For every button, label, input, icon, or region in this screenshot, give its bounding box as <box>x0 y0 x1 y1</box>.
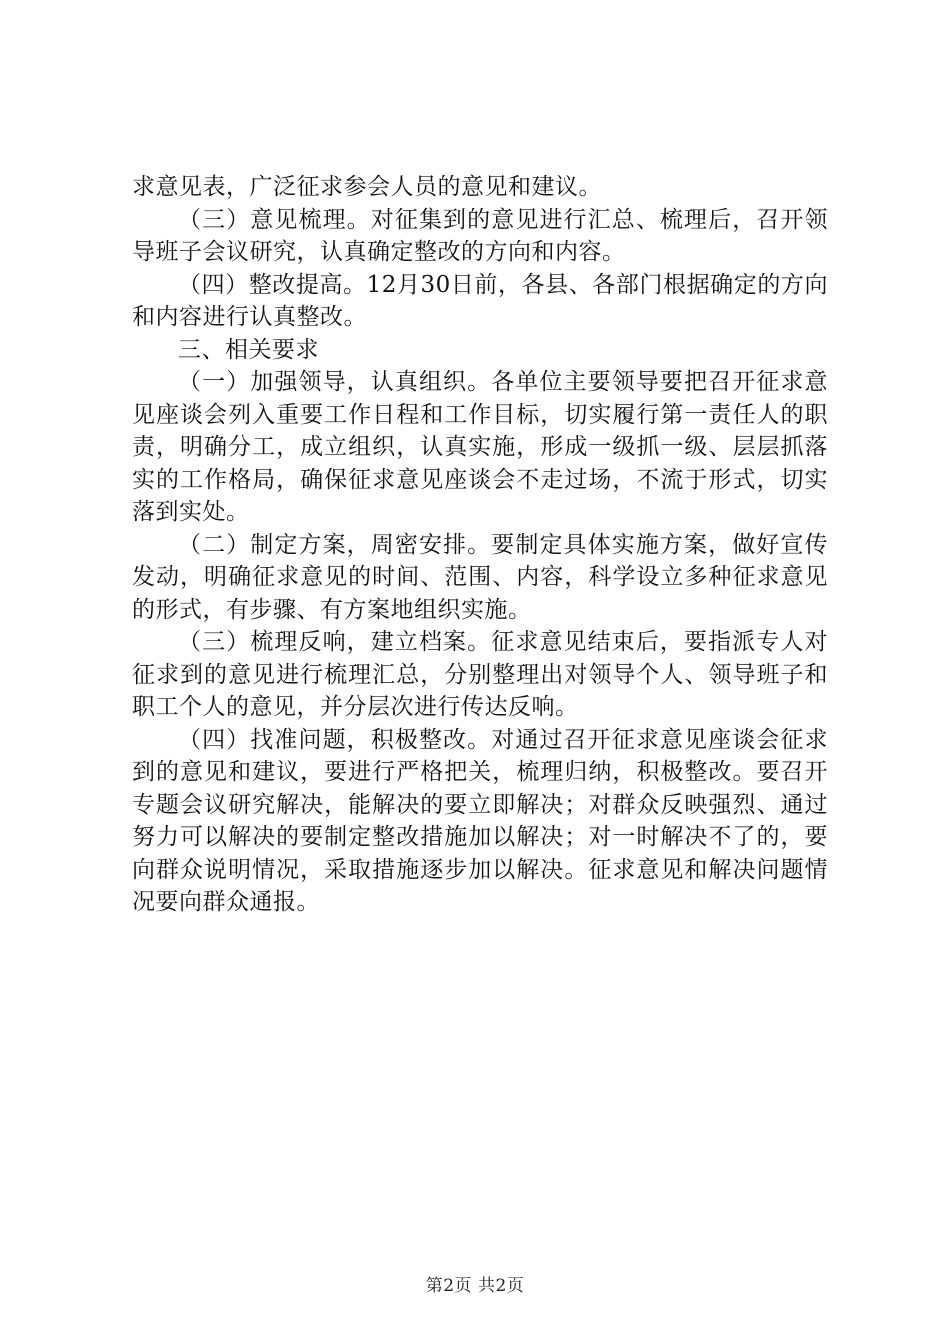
paragraph-requirement-1: （一）加强领导，认真组织。各单位主要领导要把召开征求意见座谈会列入重要工作日程和工作目标，切实履行第一责任人的职责，明确分工，成立组织，认真实施，形成一级抓一级、层层抓落实的工作格局，确保征求意见座谈会不走过场，不流于形式，切实落到实处。 <box>132 369 828 525</box>
paragraph-requirement-3: （三）梳理反响，建立档案。征求意见结束后，要指派专人对征求到的意见进行梳理汇总，分别整理出对领导个人、领导班子和职工个人的意见，并分层次进行传达反响。 <box>132 629 828 720</box>
paragraph-continuation: 求意见表，广泛征求参会人员的意见和建议。 <box>132 174 602 200</box>
page-number-footer: 第2页 共2页 <box>425 1276 525 1296</box>
paragraph-requirement-2: （二）制定方案，周密安排。要制定具体实施方案，做好宣传发动，明确征求意见的时间、范围、内容，科学设立多种征求意见的形式，有步骤、有方案地组织实施。 <box>132 531 828 623</box>
paragraph-item-4-rectification: （四）整改提高。12月30日前，各县、各部门根据确定的方向和内容进行认真整改。 <box>132 271 828 330</box>
section-heading-requirements: 三、相关要求 <box>178 336 319 363</box>
paragraph-requirement-4: （四）找准问题，积极整改。对通过召开征求意见座谈会征求到的意见和建议，要进行严格把关，梳理归纳，积极整改。要召开专题会议研究解决，能解决的要立即解决；对群众反映强烈、通过努力可以解决的要制定整改措施加以解决；对一时解决不了的，要向群众说明情况，采取措施逐步加以解决。征求意见和解决问题情况要向群众通报。 <box>132 726 828 915</box>
document-body <box>132 171 828 919</box>
paragraph-item-3-opinion-sorting: （三）意见梳理。对征集到的意见进行汇总、梳理后，召开领导班子会议研究，认真确定整改的方向和内容。 <box>132 206 828 265</box>
